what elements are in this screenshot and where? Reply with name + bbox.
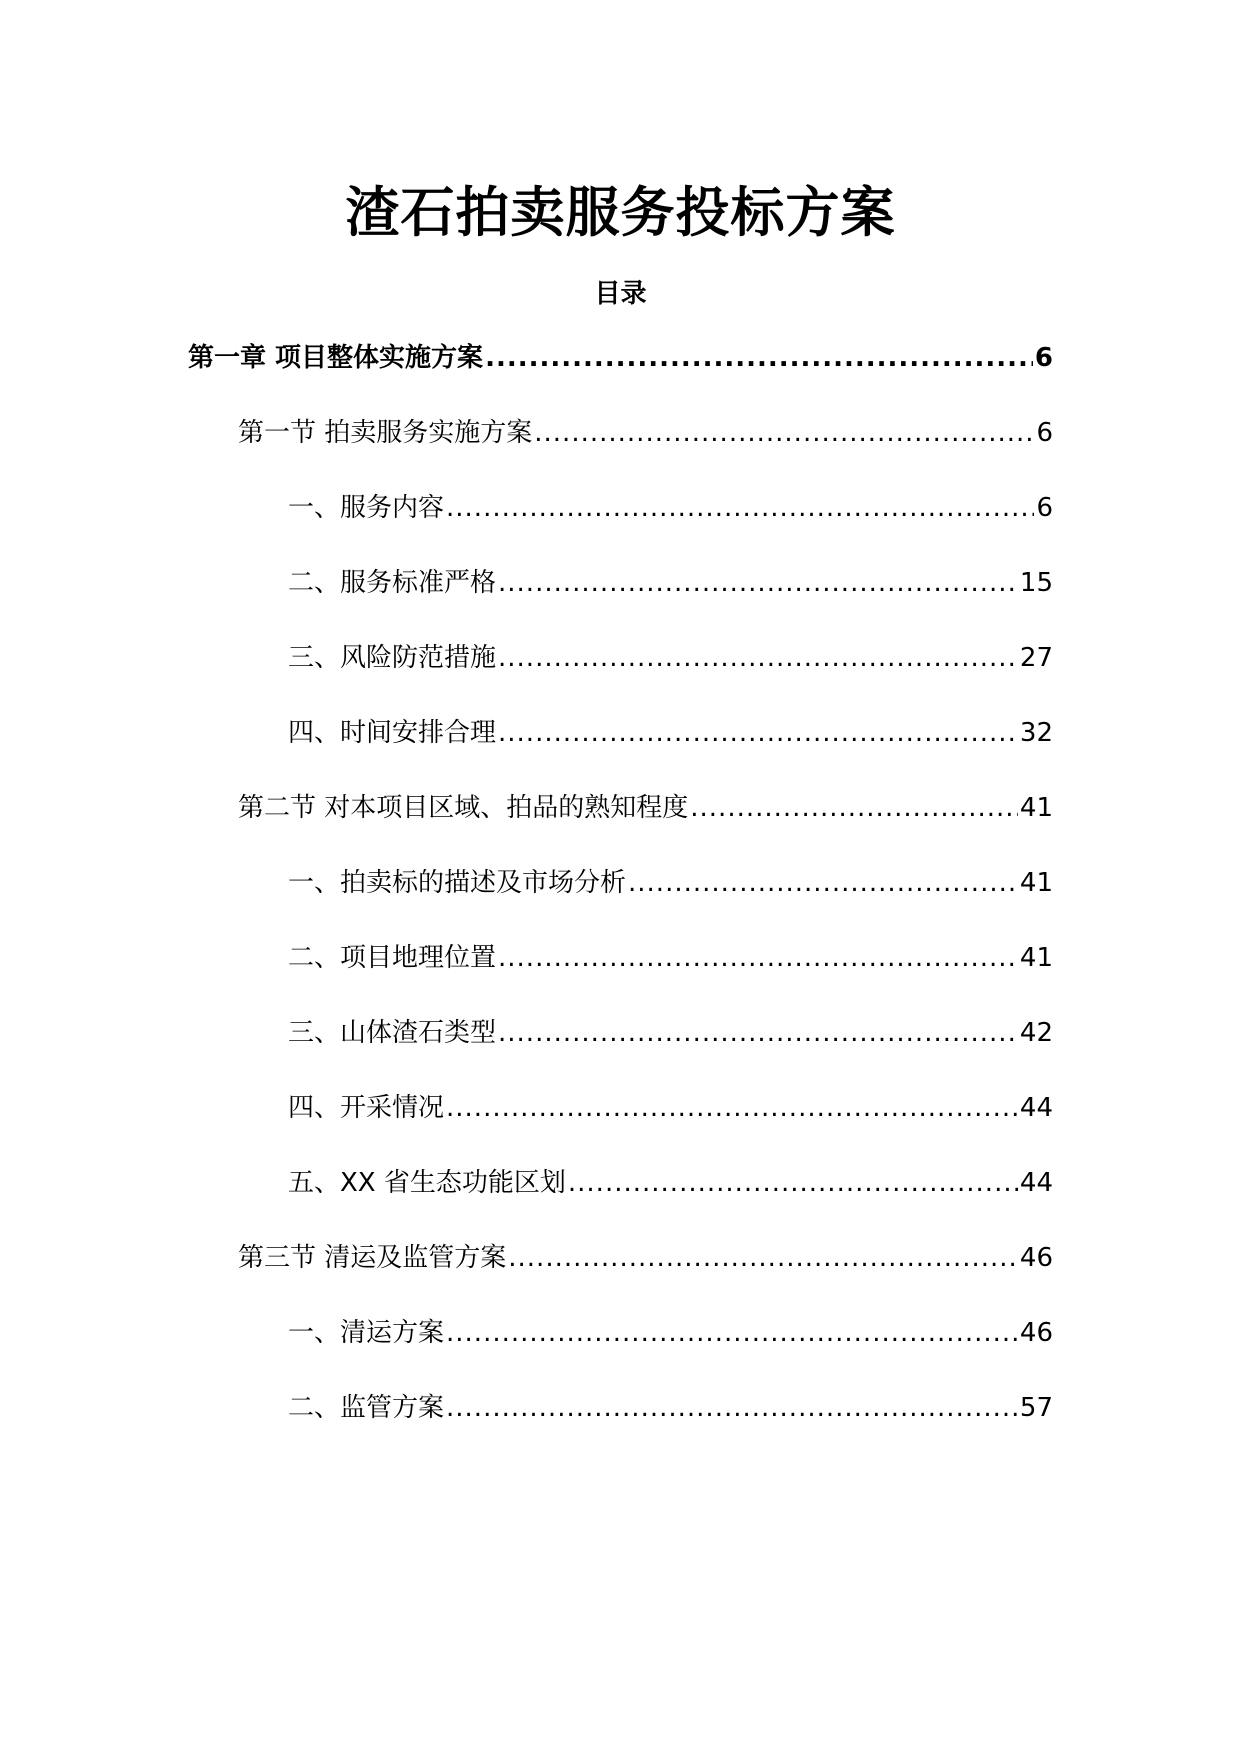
toc-entry-text: 二、服务标准严格 (288, 568, 497, 598)
toc-dot-leader (498, 563, 1018, 603)
toc-dot-leader (498, 1013, 1018, 1053)
toc-entry-text: 三、山体渣石类型 (288, 1018, 497, 1048)
toc-entry-item[interactable] (288, 488, 1053, 528)
toc-page-number: 44 (1019, 1168, 1053, 1198)
toc-entry-item[interactable] (288, 1088, 1053, 1128)
toc-dot-leader (485, 338, 1033, 378)
toc-dot-leader (534, 413, 1034, 453)
toc-heading: 目录 (594, 279, 647, 309)
toc-page-number: 6 (1034, 343, 1053, 373)
toc-dot-leader (446, 488, 1034, 528)
toc-page-number: 6 (1036, 418, 1053, 448)
toc-page-number: 41 (1019, 793, 1053, 823)
toc-entry-item[interactable] (288, 638, 1053, 678)
toc-entry-text: 一、服务内容 (288, 493, 445, 523)
toc-dot-leader (628, 863, 1018, 903)
toc-entry-item[interactable] (288, 1163, 1053, 1203)
toc-dot-leader (498, 938, 1018, 978)
toc-entry-text: 第一节 拍卖服务实施方案 (238, 418, 533, 448)
toc-entry-section-3[interactable] (238, 1238, 1053, 1278)
toc-entry-item[interactable] (288, 1013, 1053, 1053)
toc-entry-section-2[interactable] (238, 788, 1053, 828)
toc-dot-leader (690, 788, 1018, 828)
toc-page-number: 46 (1019, 1318, 1053, 1348)
toc-entry-item[interactable] (288, 938, 1053, 978)
toc-page-number: 6 (1036, 493, 1053, 523)
toc-page-number: 15 (1019, 568, 1053, 598)
toc-entry-text: 三、风险防范措施 (288, 643, 497, 673)
toc-entry-chapter-1[interactable] (188, 338, 1053, 378)
toc-entry-text: 第二节 对本项目区域、拍品的熟知程度 (238, 793, 689, 823)
toc-page-number: 41 (1019, 868, 1053, 898)
toc-page-number: 32 (1019, 718, 1053, 748)
toc-dot-leader (568, 1163, 1018, 1203)
toc-page-number: 44 (1019, 1093, 1053, 1123)
toc-dot-leader (446, 1388, 1018, 1428)
toc-page-number: 41 (1019, 943, 1053, 973)
toc-entry-text: 第一章 项目整体实施方案 (188, 343, 484, 373)
toc-page-number: 42 (1019, 1018, 1053, 1048)
toc-entry-text: 五、XX 省生态功能区划 (288, 1168, 566, 1198)
document-title: 渣石拍卖服务投标方案 (345, 181, 896, 244)
toc-entry-text: 四、时间安排合理 (288, 718, 497, 748)
toc-dot-leader (508, 1238, 1018, 1278)
toc-entry-item[interactable] (288, 863, 1053, 903)
toc-entry-text: 四、开采情况 (288, 1093, 445, 1123)
toc-dot-leader (446, 1088, 1018, 1128)
toc-page-number: 27 (1019, 643, 1053, 673)
toc-dot-leader (498, 638, 1018, 678)
toc-entry-text: 一、拍卖标的描述及市场分析 (288, 868, 627, 898)
toc-page-number: 57 (1019, 1393, 1053, 1423)
toc-entry-text: 第三节 清运及监管方案 (238, 1243, 507, 1273)
toc-entry-text: 一、清运方案 (288, 1318, 445, 1348)
toc-entry-item[interactable] (288, 1313, 1053, 1353)
toc-entry-text: 二、监管方案 (288, 1393, 445, 1423)
toc-dot-leader (446, 1313, 1018, 1353)
toc-entry-section-1[interactable] (238, 413, 1053, 453)
toc-entry-item[interactable] (288, 1388, 1053, 1428)
toc-dot-leader (498, 713, 1018, 753)
toc-entry-item[interactable] (288, 563, 1053, 603)
toc-entry-text: 二、项目地理位置 (288, 943, 497, 973)
toc-page-number: 46 (1019, 1243, 1053, 1273)
toc-entry-item[interactable] (288, 713, 1053, 753)
